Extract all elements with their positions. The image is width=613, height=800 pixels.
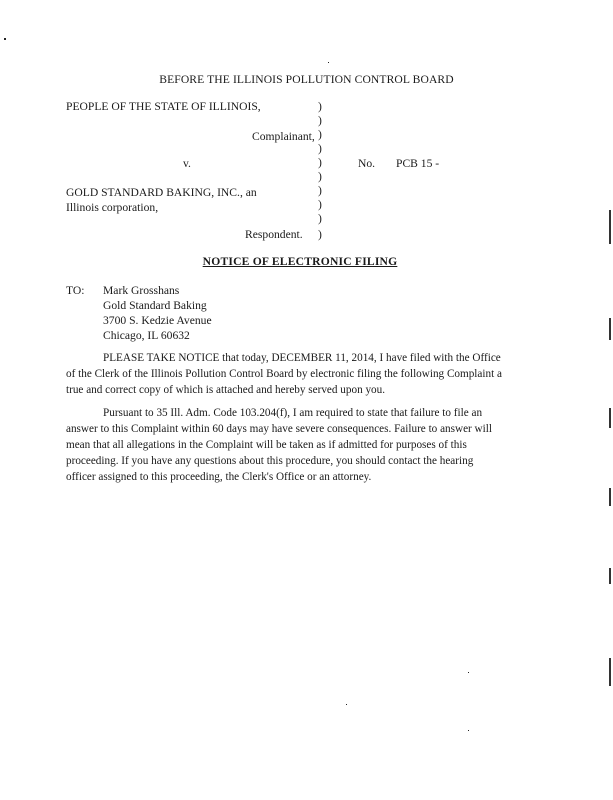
plaintiff-role: Complainant, [252, 130, 315, 143]
warning-paragraph-line: mean that all allegations in the Complaint will be taken as if admitted for purposes of this [66, 439, 467, 451]
scan-speck [346, 704, 347, 705]
notice-paragraph-line: of the Clerk of the Illinois Pollution Control Board by electronic filing the following Complaint a [66, 368, 502, 380]
scan-edge-mark [609, 568, 611, 584]
caption-bracket: ) [318, 156, 322, 169]
plaintiff-name: PEOPLE OF THE STATE OF ILLINOIS, [66, 100, 261, 113]
scan-speck [328, 62, 329, 63]
scan-speck [468, 672, 469, 673]
recipient-line: 3700 S. Kedzie Avenue [103, 314, 212, 327]
recipient-line: Gold Standard Baking [103, 299, 207, 312]
warning-paragraph-line: Pursuant to 35 Ill. Adm. Code 103.204(f), I am required to state that failure to file an [103, 407, 483, 419]
scan-speck [468, 730, 469, 731]
caption-bracket: ) [318, 114, 322, 127]
caption-bracket: ) [318, 212, 322, 225]
recipient-line: Mark Grosshans [103, 284, 180, 297]
scan-edge-mark [609, 658, 611, 686]
recipient-line: Chicago, IL 60632 [103, 329, 190, 342]
defendant-name-line2: Illinois corporation, [66, 201, 159, 214]
versus-label: v. [183, 157, 191, 170]
caption-bracket: ) [318, 100, 322, 113]
scan-edge-mark [609, 488, 611, 506]
case-number-value: PCB 15 - [396, 157, 440, 170]
caption-bracket: ) [318, 142, 322, 155]
caption-bracket: ) [318, 184, 322, 197]
caption-bracket: ) [318, 170, 322, 183]
scan-speck [4, 38, 6, 40]
notice-paragraph-line: PLEASE TAKE NOTICE that today, DECEMBER 11, 2014, I have filed with the Office [103, 352, 501, 364]
defendant-name-line1: GOLD STANDARD BAKING, INC., an [66, 186, 257, 199]
to-label: TO: [66, 284, 85, 297]
notice-paragraph-line: true and correct copy of which is attached and hereby served upon you. [66, 384, 386, 396]
scan-edge-mark [609, 408, 611, 428]
case-number-label: No. [358, 157, 376, 170]
caption-bracket: ) [318, 128, 322, 141]
court-heading: BEFORE THE ILLINOIS POLLUTION CONTROL BOARD [159, 73, 454, 86]
warning-paragraph-line: answer to this Complaint within 60 days may have severe consequences. Failure to answer will [66, 423, 492, 435]
warning-paragraph-line: proceeding. If you have any questions about this procedure, you should contact the hearing [66, 455, 474, 467]
scan-edge-mark [609, 210, 611, 244]
notice-title: NOTICE OF ELECTRONIC FILING [202, 255, 398, 268]
defendant-role: Respondent. [245, 228, 303, 241]
warning-paragraph-line: officer assigned to this proceeding, the Clerk's Office or an attorney. [66, 471, 372, 483]
caption-bracket: ) [318, 198, 322, 211]
scan-edge-mark [609, 318, 611, 340]
caption-bracket: ) [318, 228, 322, 241]
